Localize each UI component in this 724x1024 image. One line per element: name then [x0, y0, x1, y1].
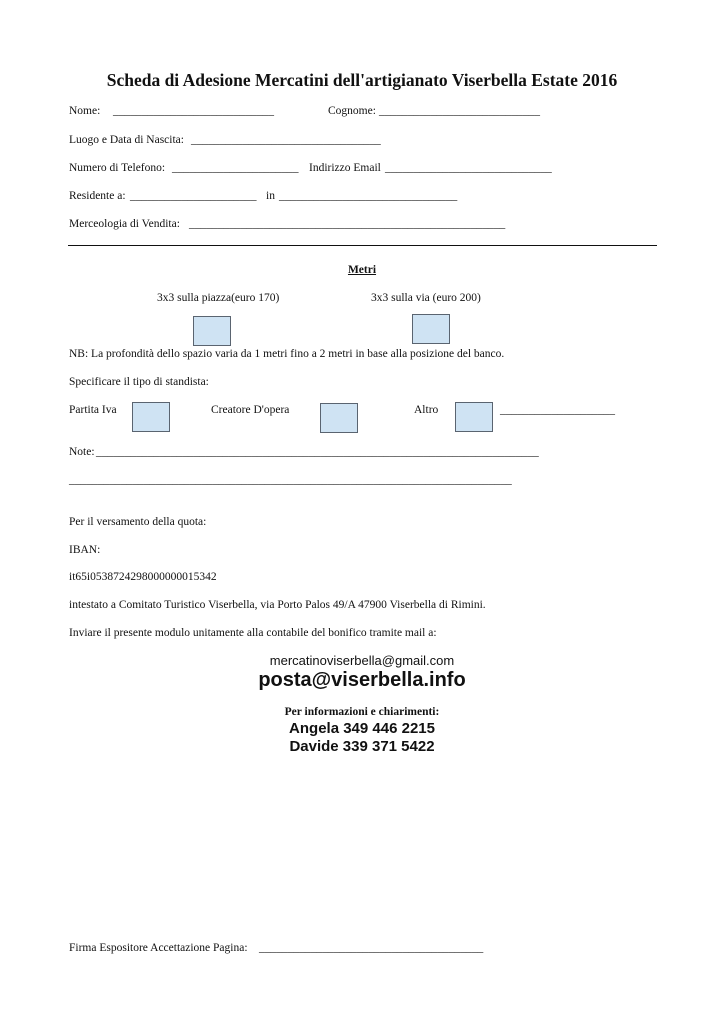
telefono-field[interactable]: ______________________ [172, 162, 299, 174]
inviare-text: Inviare il presente modulo unitamente alla contabile del bonifico tramite mail a: [69, 627, 437, 639]
info-label: Per informazioni e chiarimenti: [284, 706, 440, 718]
luogo-data-label: Luogo e Data di Nascita: [69, 134, 184, 146]
firma-field[interactable]: _______________________________________ [259, 942, 484, 954]
iban-label: IBAN: [69, 544, 101, 556]
luogo-data-field[interactable]: _________________________________ [191, 134, 381, 146]
iban-value: it65i0538724298000000015342 [69, 571, 217, 583]
standista-prompt: Specificare il tipo di standista: [69, 376, 209, 388]
merceologia-field[interactable]: _______________________________________________________ [189, 218, 506, 230]
page-title: Scheda di Adesione Mercatini dell'artigianato Viserbella Estate 2016 [106, 70, 618, 90]
versamento-intro: Per il versamento della quota: [69, 516, 207, 528]
cognome-field[interactable]: ____________________________ [379, 105, 540, 117]
in-label: in [266, 190, 275, 202]
residente-field[interactable]: ______________________ [130, 190, 257, 202]
contact-davide: Davide 339 371 5422 [289, 738, 435, 755]
metri-via-checkbox[interactable] [412, 314, 450, 344]
email-posta: posta@viserbella.info [258, 669, 466, 691]
partita-iva-checkbox[interactable] [132, 402, 170, 432]
partita-iva-label: Partita Iva [69, 404, 117, 416]
altro-label: Altro [414, 404, 439, 416]
metri-option-via-label: 3x3 sulla via (euro 200) [371, 292, 481, 304]
note-field-line-2[interactable]: _____________________________________________________________________________ [69, 474, 512, 486]
metri-piazza-checkbox[interactable] [193, 316, 231, 346]
firma-label: Firma Espositore Accettazione Pagina: [69, 942, 248, 954]
residente-label: Residente a: [69, 190, 126, 202]
creatore-opera-checkbox[interactable] [320, 403, 358, 433]
nome-label: Nome: [69, 105, 101, 117]
note-label: Note: [69, 446, 95, 458]
nb-note: NB: La profondità dello spazio varia da 1 metri fino a 2 metri in base alla posizione del banco. [69, 348, 505, 360]
telefono-label: Numero di Telefono: [69, 162, 166, 174]
merceologia-label: Merceologia di Vendita: [69, 218, 180, 230]
cognome-label: Cognome: [328, 105, 376, 117]
altro-checkbox[interactable] [455, 402, 493, 432]
metri-option-piazza-label: 3x3 sulla piazza(euro 170) [157, 292, 280, 304]
nome-field[interactable]: ____________________________ [113, 105, 274, 117]
note-field-line-1[interactable]: _____________________________________________________________________________ [96, 446, 539, 458]
email-mercatino: mercatinoviserbella@gmail.com [269, 653, 455, 668]
contact-angela: Angela 349 446 2215 [289, 720, 435, 737]
metri-heading: Metri [347, 264, 377, 276]
section-divider [68, 245, 657, 246]
altro-field[interactable]: ____________________ [500, 404, 615, 416]
in-field[interactable]: _______________________________ [279, 190, 458, 202]
intestato-text: intestato a Comitato Turistico Viserbella, via Porto Palos 49/A 47900 Viserbella di Rimini. [69, 599, 486, 611]
creatore-opera-label: Creatore D'opera [211, 404, 290, 416]
email-label: Indirizzo Email [309, 162, 381, 174]
email-field[interactable]: _____________________________ [385, 162, 552, 174]
